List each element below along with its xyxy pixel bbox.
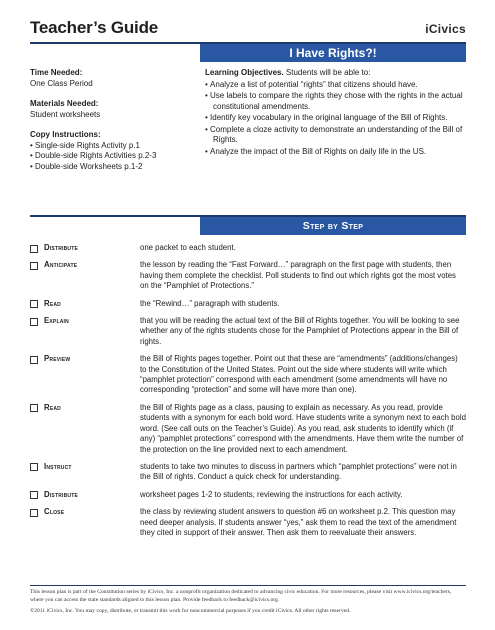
step-description: worksheet pages 1-2 to students, reviewing the instructions for each activity. — [140, 489, 403, 499]
step-item — [30, 403, 466, 455]
step-verb: Read — [44, 298, 61, 308]
step-description: the lesson by reading the “Fast Forward…” paragraph on the first page with students, then having them complete the checklist. Poll students to find out which rights got the most votes on the “Pamphlet of Protections.” — [140, 260, 456, 291]
checkbox-icon[interactable] — [30, 245, 38, 253]
step-item — [30, 490, 466, 500]
copy-instruction-item: • Double-side Rights Activities p.2-3 — [30, 151, 200, 162]
time-needed-value: One Class Period — [30, 78, 93, 88]
step-description: that you will be reading the actual text of the Bill of Rights together. You will be looking to see whether any of the rights students chose for the Pamphlet of Protections appear in the Bill of rights. — [140, 316, 460, 346]
step-item — [30, 462, 466, 483]
materials-value: Student worksheets — [30, 109, 101, 119]
step-verb: Read — [44, 402, 61, 412]
lesson-info-column — [30, 68, 200, 181]
checkbox-icon[interactable] — [30, 318, 38, 326]
step-list — [30, 243, 466, 545]
checkbox-icon[interactable] — [30, 404, 38, 412]
step-item — [30, 260, 466, 291]
checkbox-icon[interactable] — [30, 262, 38, 270]
page-header — [30, 18, 466, 40]
step-verb: Preview — [44, 354, 71, 364]
step-item — [30, 243, 466, 253]
objective-item: • Use labels to compare the rights they chose with the rights in the actual constitutional amendments. — [205, 91, 465, 112]
step-verb: Instruct — [44, 461, 72, 471]
objective-item: • Identify key vocabulary in the original language of the Bill of Rights. — [205, 113, 465, 124]
page-footer — [30, 588, 466, 615]
copyright-note: ©2011 iCivics, Inc. You may copy, distribute, or transmit this work for noncommercial purposes if you credit iCivics. All other rights reserved. — [30, 608, 351, 614]
step-item — [30, 299, 466, 309]
step-verb: Close — [44, 507, 65, 517]
objective-item: • Complete a cloze activity to demonstrate an understanding of the Bill of Rights. — [205, 125, 465, 146]
objectives-heading: Learning Objectives. — [205, 68, 284, 77]
copy-instruction-item: • Single-side Rights Activity p.1 — [30, 141, 200, 152]
copy-instruction-item: • Double-side Worksheets p.1-2 — [30, 162, 200, 173]
step-verb: Explain — [44, 316, 69, 326]
step-by-step-banner: Step by Step — [200, 217, 466, 235]
copy-instructions-heading: Copy Instructions: — [30, 130, 101, 139]
checkbox-icon[interactable] — [30, 356, 38, 364]
checkbox-icon[interactable] — [30, 491, 38, 499]
time-needed-heading: Time Needed: — [30, 68, 83, 77]
step-verb: Anticipate — [44, 260, 78, 270]
step-description: one packet to each student. — [140, 243, 236, 252]
checkbox-icon[interactable] — [30, 463, 38, 471]
step-description: the Bill of Rights page as a class, pausing to explain as necessary. As you read, provide students with a synonym for each bold word. Have students write a synonym next to each bold word. (See call outs on the Teacher’s Guide). As you read, ask students to identify which (if any) “pamphlet protections” correspond with the amendments. Have them write the number of the protection on the line provided next to each amendment. — [140, 402, 466, 454]
step-item — [30, 354, 466, 396]
objective-item: • Analyze the impact of the Bill of Rights on daily life in the US. — [205, 147, 465, 158]
checkbox-icon[interactable] — [30, 509, 38, 517]
step-description: the Bill of Rights pages together. Point out that these are “amendments” (additions/changes) to the Constitution of the United States. Point out the side where students will write which “pamphlet protection” correspond with each amendment (some amendments will have no corresponding “protection” and some will have more than one). — [140, 354, 458, 395]
objective-item: • Analyze a list of potential “rights” that citizens should have. — [205, 80, 465, 91]
page-title: Teacher’s Guide — [30, 18, 159, 37]
icivics-logo: iCivics — [425, 22, 466, 36]
step-description: the “Rewind…” paragraph with students. — [140, 298, 280, 308]
step-verb: Distribute — [44, 489, 79, 499]
learning-objectives — [205, 68, 465, 158]
step-description: students to take two minutes to discuss in partners which “pamphlet protections” were not in the Bill of rights. Conduct a quick check for understanding. — [140, 461, 457, 482]
step-item — [30, 316, 466, 347]
lesson-title-banner: I Have Rights?! — [200, 44, 466, 62]
materials-heading: Materials Needed: — [30, 99, 99, 108]
footer-note: This lesson plan is part of the Constitution series by iCivics, Inc. a nonprofit organization dedicated to advancing civic education. For more resources, please visit www.icivics.org/teachers, where you can access the state standards aligned to this lesson plan. Provide feedback to feedback@icivics.org. — [30, 589, 452, 603]
objectives-intro: Students will be able to: — [283, 68, 371, 77]
step-item — [30, 507, 466, 538]
step-description: the class by reviewing student answers to question #6 on worksheet p.2. This question may need deeper analysis. If students answer “yes,” ask them to read the text of the amendment they cited in support of their answer. Then ask them to reevaluate their answers. — [140, 507, 457, 537]
checkbox-icon[interactable] — [30, 300, 38, 308]
step-verb: Distribute — [44, 243, 79, 252]
footer-rule — [30, 585, 466, 586]
